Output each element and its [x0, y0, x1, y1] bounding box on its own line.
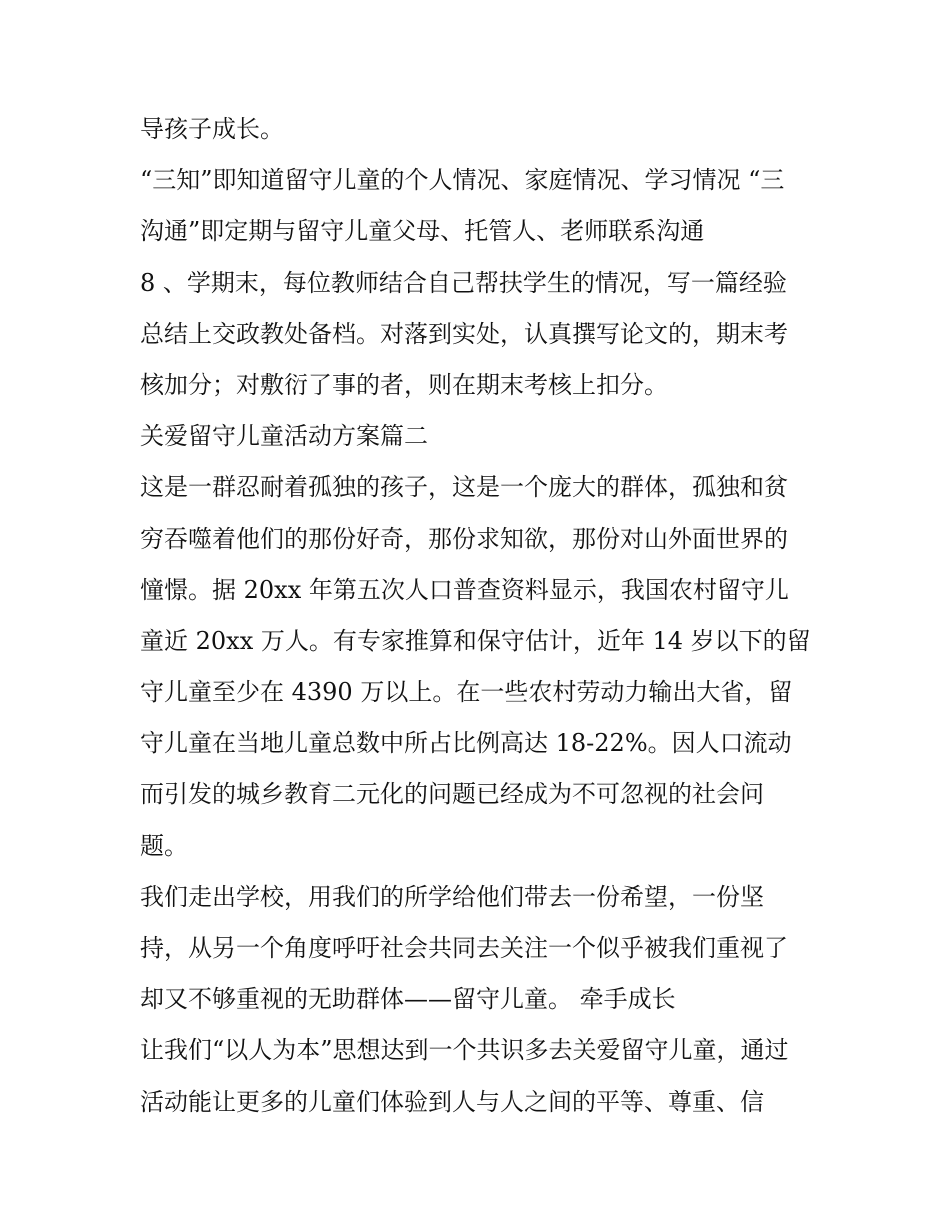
text-line: 守儿童在当地儿童总数中所占比例高达 18-22%。因人口流动	[140, 729, 792, 758]
text-line: “三知”即知道留守儿童的个人情况、家庭情况、学习情况 “三	[140, 166, 785, 195]
text-line: 穷吞噬着他们的那份好奇，那份求知欲，那份对山外面世界的	[140, 524, 788, 553]
text-line: 童近 20xx 万人。有专家推算和保守估计，近年 14 岁以下的留	[140, 626, 811, 655]
text-line: 题。	[140, 831, 188, 860]
text-line: 沟通”即定期与留守儿童父母、托管人、老师联系沟通	[140, 217, 705, 246]
section-heading: 关爱留守儿童活动方案篇二	[140, 422, 428, 451]
text-line: 导孩子成长。	[140, 115, 284, 143]
text-line: 持，从另一个角度呼吁社会共同去关注一个似乎被我们重视了	[140, 934, 788, 962]
text-line: 守儿童至少在 4390 万以上。在一些农村劳动力输出大省，留	[140, 678, 793, 707]
text-line: 8 、学期末，每位教师结合自己帮扶学生的情况，写一篇经验	[140, 268, 787, 297]
text-line: 憧憬。据 20xx 年第五次人口普查资料显示，我国农村留守儿	[140, 575, 789, 604]
text-line: 活动能让更多的儿童们体验到人与人之间的平等、尊重、信	[140, 1087, 764, 1116]
text-line: 而引发的城乡教育二元化的问题已经成为不可忽视的社会问	[140, 780, 764, 809]
text-line: 却又不够重视的无助群体——留守儿童。 牵手成长	[140, 985, 676, 1014]
text-line: 核加分；对敷衍了事的者，则在期末考核上扣分。	[140, 370, 668, 399]
text-line: 总结上交政教处备档。对落到实处，认真撰写论文的，期末考	[140, 319, 788, 348]
text-line: 我们走出学校，用我们的所学给他们带去一份希望，一份坚	[140, 882, 764, 911]
document-body	[140, 104, 820, 1128]
text-line: 这是一群忍耐着孤独的孩子，这是一个庞大的群体，孤独和贫	[140, 473, 788, 502]
text-line: 让我们“以人为本”思想达到一个共识多去关爱留守儿童，通过	[140, 1036, 789, 1065]
